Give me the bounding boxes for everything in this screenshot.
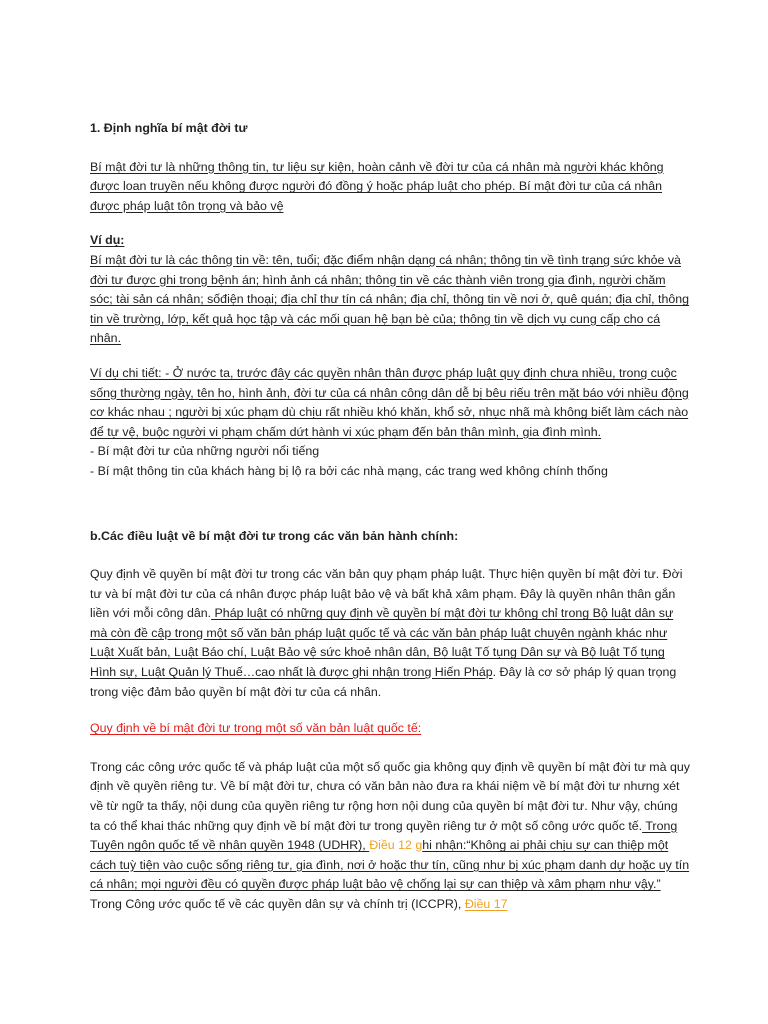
document-page xyxy=(90,119,690,915)
udhr-text: Trong Tuyên ngôn quốc tế về nhân quyền 1948 (UDHR), xyxy=(90,818,678,853)
regulation-underlined-text: Pháp luật có những quy định về quyền bí mật đời tư không chỉ trong Bộ luật dân sự mà còn đề cập trong một số văn bản pháp luật quốc tế và các văn bản pháp luật chuyên ngành khác như Luật Xuất bản, Luật Báo chí, Luật Bảo vệ sức khoẻ nhân dân, Bộ luật Tố tụng Dân sự và Bộ luật Tố tụng Hình sự, Luật Quản lý Thuế…cao nhất là được ghi nhận trong Hiến Pháp xyxy=(90,606,674,680)
article-17-link[interactable]: Điều 17 xyxy=(464,897,508,911)
international-plain-text: Trong các công ước quốc tế và pháp luật của một số quốc gia không quy định về quyền bí mật đời tư mà quy định về quyền riêng tư. Về bí mật đời tư, chưa có văn bản nào đưa ra khái niệm về bí mật đời tư nhưng xét về từ ngữ ta thấy, nội dung của quyền riêng tư rộng hơn nội dung của quyền bí mật đời tư. Như vậy, chúng ta có thể khai thác những quy định về bí mật đời tư trong quyền riêng tư ở một số công ước quốc tế. xyxy=(90,759,690,833)
article-12-link[interactable]: Điều 12 g xyxy=(369,838,423,853)
regulation-plain-text: Quy định về quyền bí mật đời tư trong các văn bản quy phạm pháp luật. Thực hiện quyền bí mật đời tư. Đời tư và bí mật đời tư của cá nhân được pháp luật bảo vệ và bất khả xâm phạm. Đây là quyền nhân thân gắn liền với mỗi công dân. xyxy=(90,567,683,621)
bullet-item: - Bí mật thông tin của khách hàng bị lộ ra bởi các nhà mạng, các trang wed không chính thống xyxy=(90,463,608,478)
regulation-paragraph xyxy=(90,565,690,702)
example-label: Ví dụ: xyxy=(90,233,125,248)
section2-title: b.Các điều luật về bí mật đời tư trong các văn bản hành chính: xyxy=(90,528,459,543)
definition-paragraph: Bí mật đời tư là những thông tin, tư liệu sự kiện, hoàn cảnh về đời tư của cá nhân mà người khác không được loan truyền nếu không được người đó đồng ý hoặc pháp luật cho phép. Bí mật đời tư của cá nhân được pháp luật tôn trọng và bảo vệ xyxy=(90,159,664,213)
international-heading: Quy định về bí mật đời tư trong một số văn bản luật quốc tế: xyxy=(90,721,422,736)
example-paragraph: Bí mật đời tư là các thông tin về: tên, tuổi; đặc điểm nhận dạng cá nhân; thông tin về tình trạng sức khỏe và đời tư được ghi trong bệnh án; hình ảnh cá nhân; thông tin về các thành viên trong gia đình, người chăm sóc; tài sản cá nhân; sốđiện thoại; địa chỉ thư tín cá nhân; địa chỉ, thông tin về nơi ở, quê quán; địa chỉ, thông tin về trường, lớp, kết quả học tập và các mối quan hệ bạn bè của; thông tin về dịch vụ cung cấp cho cá nhân. xyxy=(90,252,690,346)
udhr-quote-text: hi nhận:“Không ai phải chịu sự can thiệp một cách tuỳ tiện vào cuộc sống riêng tư, gia đình, nơi ở hoặc thư tín, cũng như bị xúc phạm danh dự hoặc uy tín cá nhân; mọi người đều có quyền được pháp luật bảo vệ chống lại sự can thiệp và xâm phạm như vậy.” xyxy=(90,838,690,892)
detail-example-paragraph: Ví dụ chi tiết: - Ở nước ta, trước đây các quyền nhân thân được pháp luật quy định chưa nhiều, trong cuộc sống thường ngày, tên ho, hình ảnh, đời tư của cá nhân công dân dễ bị bêu riếu trên mặt báo với nhiều động cơ khác nhau ; người bị xúc phạm dù chịu rất nhiều khó khăn, khổ sở, nhục nhã mà không biết làm cách nào để tự vệ, buộc người vi phạm chấm dứt hành vi xúc phạm đến bản thân mình, gia đình mình. xyxy=(90,365,689,439)
international-paragraph xyxy=(90,758,690,915)
section1-title: 1. Định nghĩa bí mật đời tư xyxy=(90,121,248,135)
iccpr-text: Trong Công ước quốc tế về các quyền dân sự và chính trị (ICCPR), xyxy=(90,897,465,911)
regulation-tail-text: . Đây là cơ sở pháp lý quan trọng trong việc đảm bảo quyền bí mật đời tư của cá nhân. xyxy=(90,665,677,699)
bullet-item: - Bí mật đời tư của những người nổi tiếng xyxy=(90,444,320,459)
